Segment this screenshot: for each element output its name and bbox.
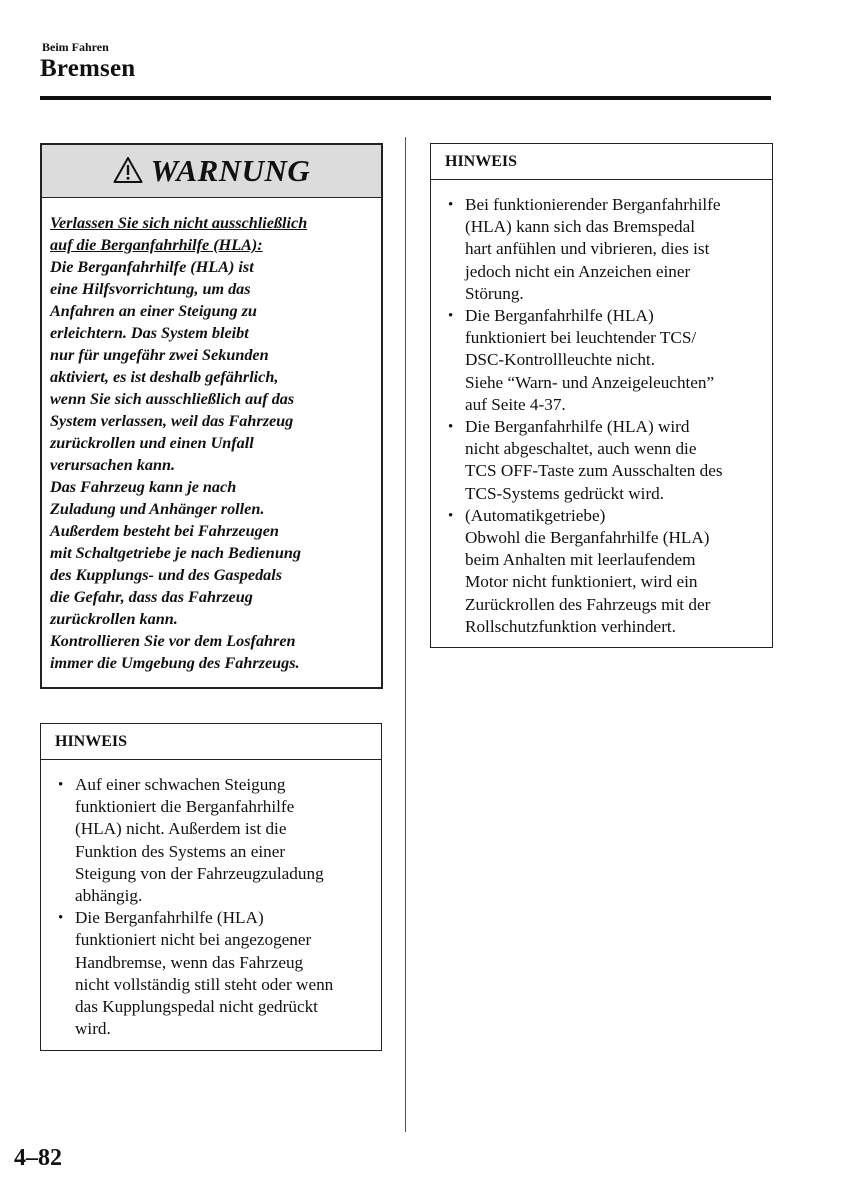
note-list-item xyxy=(439,305,769,416)
note-text-line: DSC-Kontrollleuchte nicht. xyxy=(465,350,655,370)
warning-text-line: System verlassen, weil das Fahrzeug xyxy=(50,412,294,430)
note-text-line: Motor nicht funktioniert, wird ein xyxy=(465,572,698,592)
note-text-line: wird. xyxy=(75,1019,111,1039)
note-text-line: Die Berganfahrhilfe (HLA) wird xyxy=(465,417,690,437)
note-text-line: nicht abgeschaltet, auch wenn die xyxy=(465,439,697,459)
section-label: Beim Fahren xyxy=(42,40,109,54)
note-list-item xyxy=(439,194,769,305)
page-number: 4–82 xyxy=(14,1145,62,1171)
note-text-line: Siehe “Warn- und Anzeigeleuchten” xyxy=(465,372,715,392)
warning-text-line: Anfahren an einer Steigung zu xyxy=(50,302,257,320)
page-title: Bremsen xyxy=(40,55,136,82)
warning-text-line: aktiviert, es ist deshalb gefährlich, xyxy=(50,368,279,386)
warning-text-line: die Gefahr, dass das Fahrzeug xyxy=(50,588,253,606)
warning-text-line: des Kupplungs- und des Gaspedals xyxy=(50,566,283,584)
note-text-line: Handbremse, wenn das Fahrzeug xyxy=(75,952,304,972)
note-text-line: funktioniert bei leuchtender TCS/ xyxy=(465,328,697,348)
note-text-line: Zurückrollen des Fahrzeugs mit der xyxy=(465,594,711,614)
note-list-item xyxy=(49,774,379,907)
warning-title: WARNUNG xyxy=(150,153,311,188)
warning-text-line: Die Berganfahrhilfe (HLA) ist xyxy=(50,258,254,276)
note-left-list xyxy=(49,774,379,1040)
note-box-right xyxy=(430,143,773,648)
warning-text-line: nur für ungefähr zwei Sekunden xyxy=(50,346,269,364)
note-text-line: Funktion des Systems an einer xyxy=(75,841,286,861)
warning-box xyxy=(40,143,383,689)
warning-body xyxy=(50,212,380,674)
warning-text-line: verursachen kann. xyxy=(50,456,176,474)
note-text-line: (HLA) nicht. Außerdem ist die xyxy=(75,819,287,839)
bullet-icon: • xyxy=(448,197,454,213)
note-text-line: Die Berganfahrhilfe (HLA) xyxy=(465,306,654,326)
note-text-line: Obwohl die Berganfahrhilfe (HLA) xyxy=(465,528,710,548)
note-text-line: TCS-Systems gedrückt wird. xyxy=(465,483,665,503)
note-text-line: Rollschutzfunktion verhindert. xyxy=(465,616,676,636)
note-list-item xyxy=(49,907,379,1040)
note-text-line: (HLA) kann sich das Bremspedal xyxy=(465,217,696,237)
bullet-icon: • xyxy=(58,777,64,793)
note-text-line: abhängig. xyxy=(75,886,143,906)
warning-triangle-icon xyxy=(113,156,143,184)
warning-text-line: Das Fahrzeug kann je nach xyxy=(50,478,237,496)
note-box-left xyxy=(40,723,382,1051)
note-list-item xyxy=(439,416,769,505)
bullet-icon: • xyxy=(448,507,454,524)
title-rule xyxy=(40,96,771,100)
note-left-title: HINWEIS xyxy=(41,724,381,760)
note-text-line: funktioniert die Berganfahrhilfe xyxy=(75,797,295,817)
note-text-line: TCS OFF-Taste zum Ausschalten des xyxy=(465,461,723,481)
warning-text-line: Zuladung und Anhänger rollen. xyxy=(50,500,265,518)
warning-heading-line: Verlassen Sie sich nicht ausschließlich xyxy=(50,214,308,232)
note-text-line: Steigung von der Fahrzeugzuladung xyxy=(75,863,324,883)
note-text-line: auf Seite 4-37. xyxy=(465,394,566,414)
warning-text-line: mit Schaltgetriebe je nach Bedienung xyxy=(50,544,301,562)
warning-text-line: Außerdem besteht bei Fahrzeugen xyxy=(50,522,279,540)
note-text-line: Störung. xyxy=(465,283,524,303)
note-right-title: HINWEIS xyxy=(431,144,772,180)
note-text-line: jedoch nicht ein Anzeichen einer xyxy=(465,261,691,281)
warning-text-line: wenn Sie sich ausschließlich auf das xyxy=(50,390,295,408)
warning-text-line: eine Hilfsvorrichtung, um das xyxy=(50,280,251,298)
note-text-line: hart anfühlen und vibrieren, dies ist xyxy=(465,239,710,259)
column-divider xyxy=(405,137,406,1132)
bullet-icon: • xyxy=(448,308,454,325)
note-text-line: (Automatikgetriebe) xyxy=(465,505,606,525)
warning-header xyxy=(42,145,381,198)
bullet-icon: • xyxy=(58,910,64,927)
note-text-line: nicht vollständig still steht oder wenn xyxy=(75,974,334,994)
warning-heading-line: auf die Berganfahrhilfe (HLA): xyxy=(50,236,263,254)
note-list-item xyxy=(439,505,769,638)
warning-text-line: zurückrollen und einen Unfall xyxy=(50,434,254,452)
warning-text-line: Kontrollieren Sie vor dem Losfahren xyxy=(50,632,296,650)
warning-text-line: erleichtern. Das System bleibt xyxy=(50,324,249,342)
note-text-line: Die Berganfahrhilfe (HLA) xyxy=(75,908,264,928)
note-text-line: beim Anhalten mit leerlaufendem xyxy=(465,550,696,570)
note-text-line: das Kupplungspedal nicht gedrückt xyxy=(75,997,318,1017)
warning-text-line: immer die Umgebung des Fahrzeugs. xyxy=(50,654,300,672)
note-text-line: funktioniert nicht bei angezogener xyxy=(75,930,312,950)
bullet-icon: • xyxy=(448,419,454,436)
note-text-line: Auf einer schwachen Steigung xyxy=(75,775,286,794)
warning-text-line: zurückrollen kann. xyxy=(50,610,178,628)
note-text-line: Bei funktionierender Berganfahrhilfe xyxy=(465,195,721,214)
note-right-list xyxy=(439,194,769,638)
